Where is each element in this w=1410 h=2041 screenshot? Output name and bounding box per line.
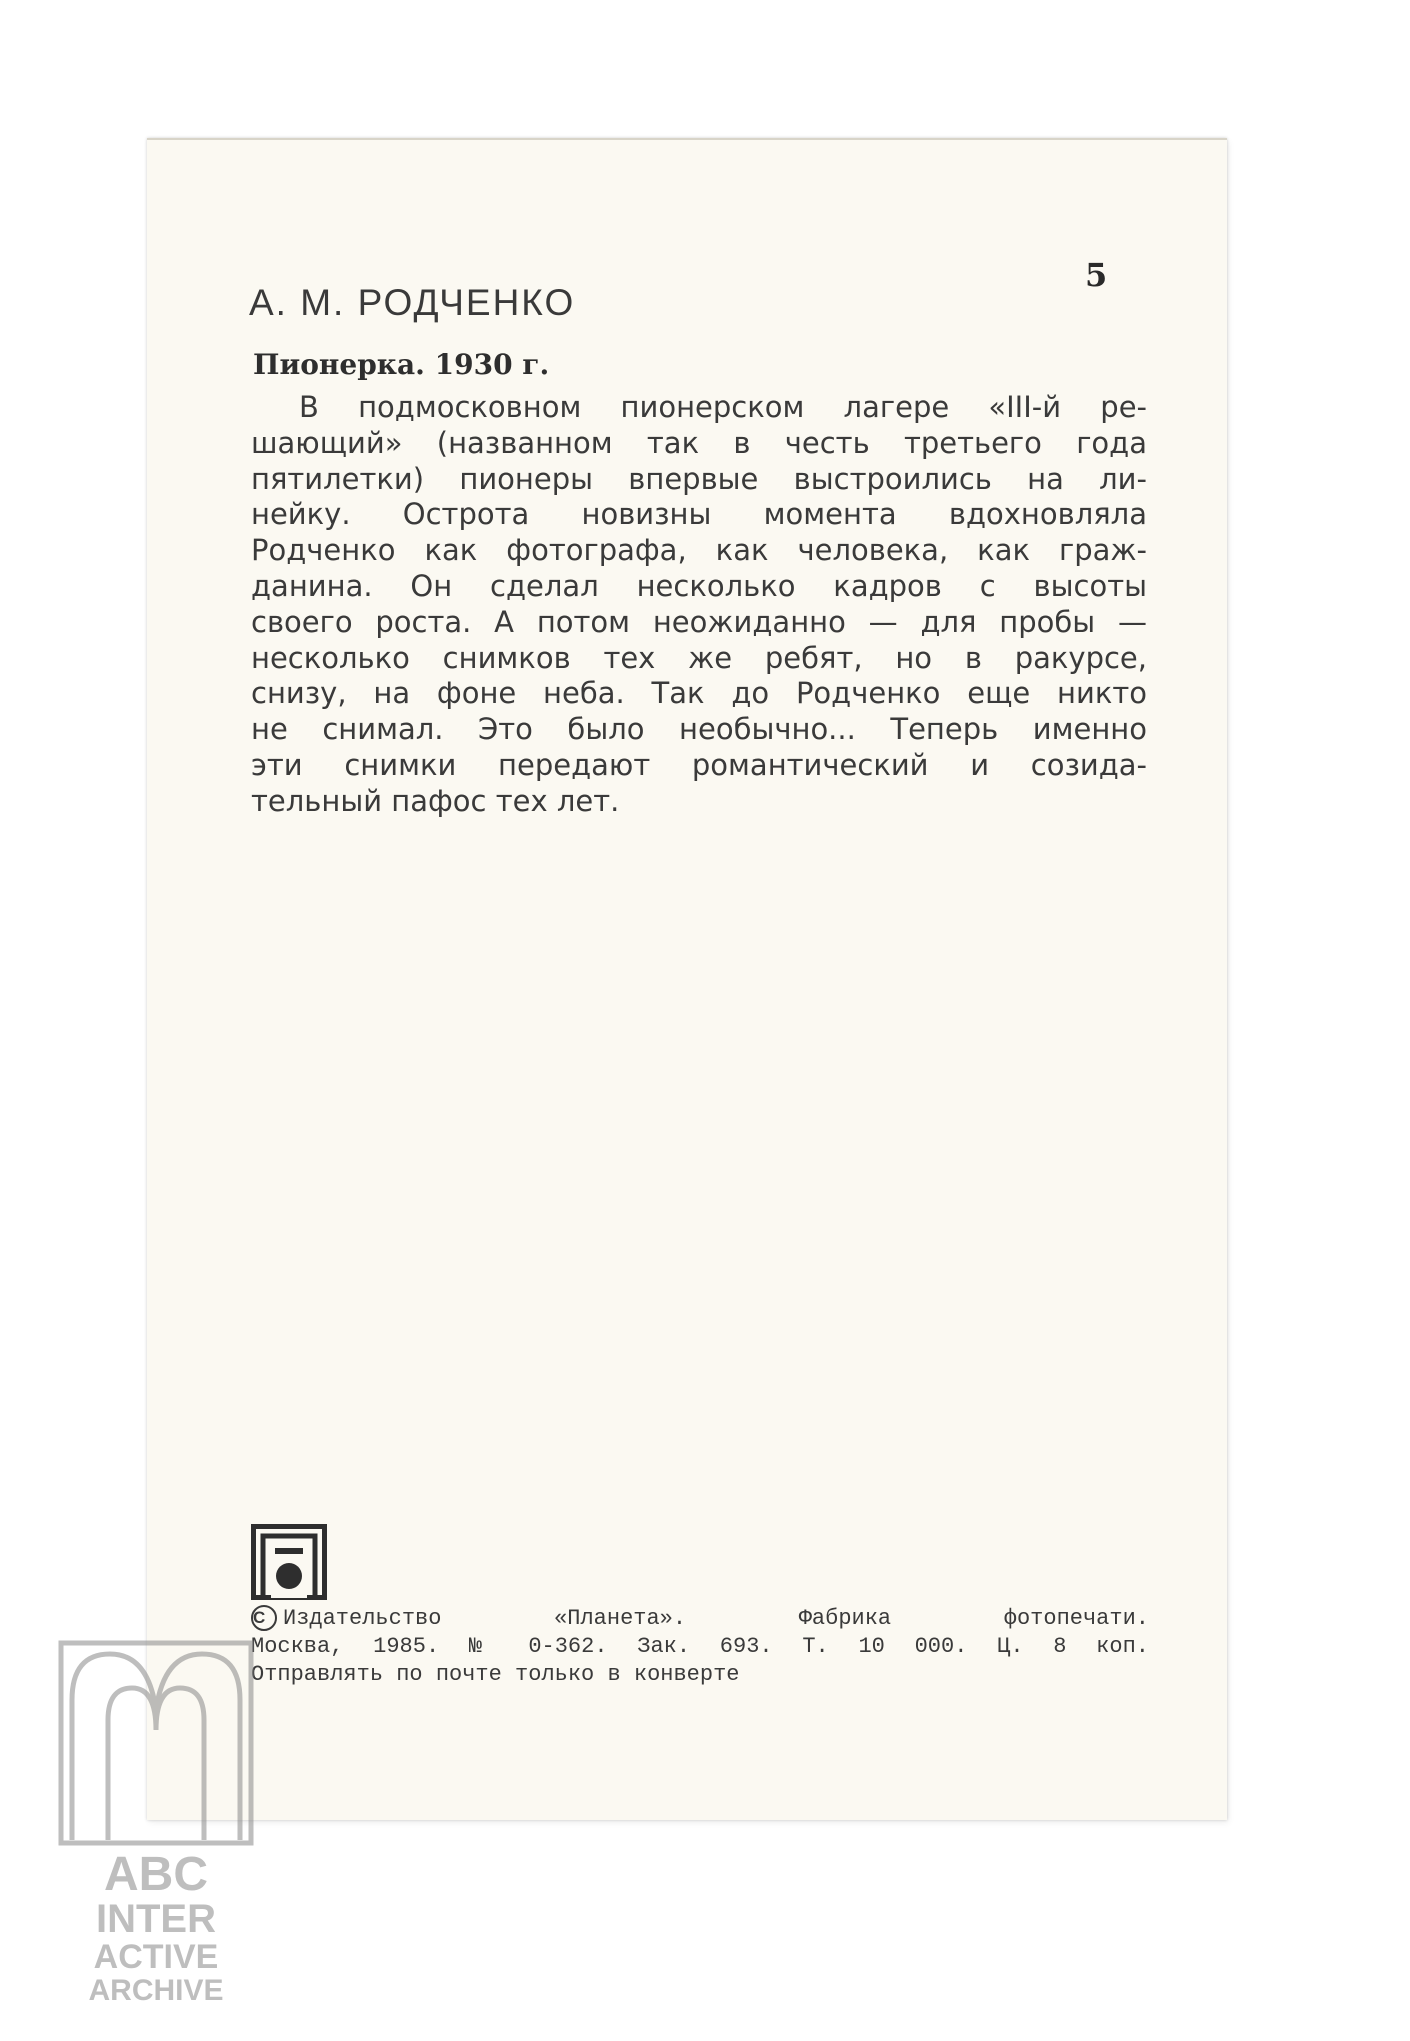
watermark-text-line: ACTIVE	[93, 1938, 219, 1976]
watermark-text-line: INTER	[96, 1897, 216, 1941]
description-line: данина. Он сделал несколько кадров с высоты	[251, 568, 1147, 603]
card-number: 5	[1085, 256, 1108, 294]
description-line: В подмосковном пионерском лагере «III-й ре-	[299, 390, 1147, 424]
planeta-publisher-logo-icon	[251, 1524, 327, 1600]
description-text	[251, 390, 1147, 820]
publisher-imprint	[251, 1605, 1149, 1689]
description-line: не снимал. Это было необычно... Теперь именно	[251, 712, 1147, 747]
description-line: тельный пафос тех лет.	[251, 783, 620, 818]
description-line: эти снимки передают романтический и созида-	[251, 747, 1147, 782]
imprint-line-3: Отправлять по почте только в конверте	[251, 1662, 740, 1687]
watermark-text-line: ARCHIVE	[88, 1974, 224, 2004]
imprint-publisher: Издательство «Планета». Фабрика фотопечати.	[283, 1606, 1149, 1631]
description-line: несколько снимков тех же ребят, но в ракурсе,	[251, 640, 1147, 675]
copyright-icon: C	[251, 1605, 277, 1631]
description-line: пятилетки) пионеры впервые выстроились на ли-	[251, 461, 1147, 496]
imprint-line-2: Москва, 1985. № 0-362. Зак. 693. Т. 10 000. Ц. 8 коп.	[251, 1634, 1149, 1659]
watermark-text-line: ABC	[104, 1848, 208, 1901]
description-line: своего роста. А потом неожиданно — для пробы —	[251, 604, 1147, 639]
work-title: Пионерка. 1930 г.	[253, 348, 550, 381]
author-name: А. М. РОДЧЕНКО	[249, 282, 576, 323]
imprint-line-1	[251, 1605, 1149, 1633]
description-line: шающий» (названном так в честь третьего года	[251, 425, 1147, 460]
description-line: Родченко как фотографа, как человека, как граж-	[251, 533, 1147, 568]
postcard-back	[147, 138, 1227, 1820]
description-line: нейку. Острота новизны момента вдохновляла	[251, 497, 1147, 532]
description-line: снизу, на фоне неба. Так до Родченко еще никто	[251, 676, 1147, 711]
abc-interactive-archive-logo-icon	[58, 1640, 254, 2004]
